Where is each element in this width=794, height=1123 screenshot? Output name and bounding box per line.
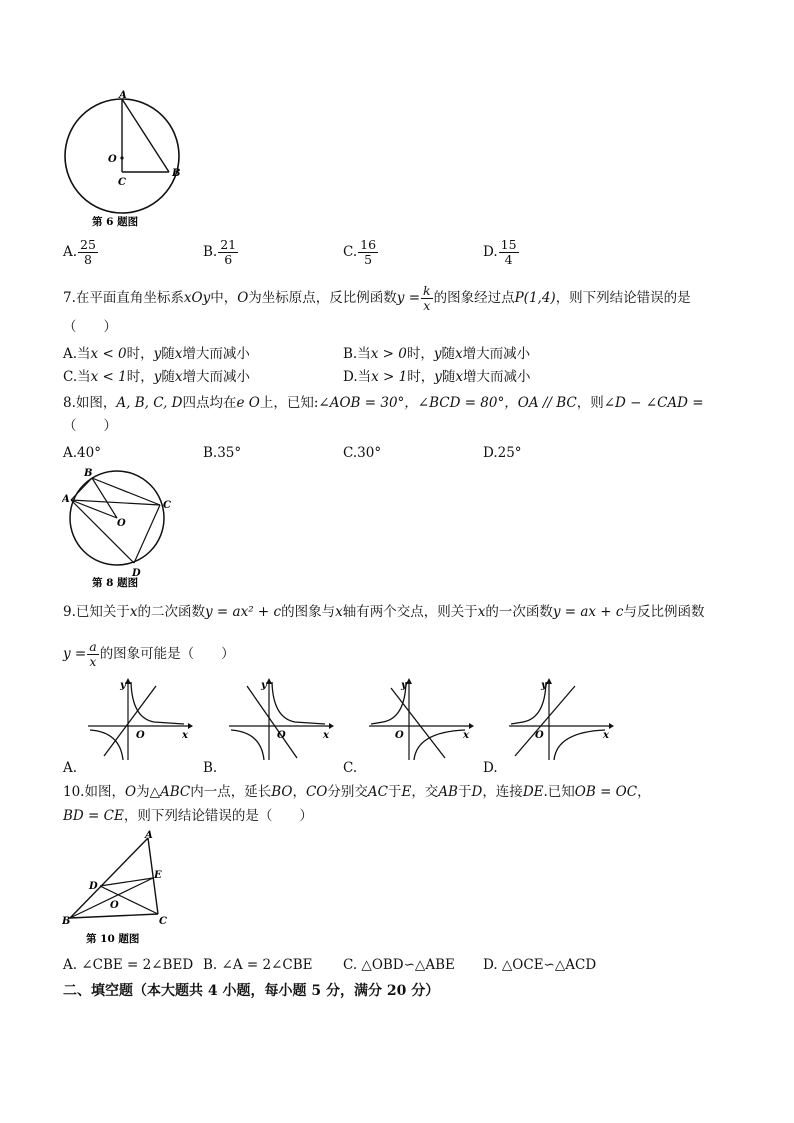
q6-fig-caption: 第 6 题图 (92, 216, 139, 228)
q9b-axis-y: y (261, 680, 267, 691)
q7-option-c: C.当x < 1时，y随x增大而减小 (63, 369, 251, 385)
q9a-axis-x: x (182, 730, 188, 741)
q10-stem: 10.如图，O为△ABC内一点，延长BO，CO分别交AC于E，交AB于D，连接DE.已知OB = OC， (63, 784, 651, 800)
q6-option-a: A. $\frac{25}{8}$ (63, 237, 96, 267)
q9c-axis-x: x (463, 730, 469, 741)
q7-option-a: A.当x < 0时，y随x增大而减小 (63, 346, 250, 362)
q9-graph-b-svg (225, 678, 335, 763)
q10-label-e: E (154, 870, 162, 881)
q9a-axis-y: y (120, 680, 126, 691)
q9-graph-c-svg (365, 678, 475, 763)
q6-label-c: C (118, 177, 126, 188)
q6-label-a: A (119, 90, 127, 101)
q8-option-b: B.35° (203, 445, 242, 461)
q9-graph-d (505, 678, 615, 763)
q10-label-o: O (110, 900, 119, 911)
q6-option-c: C. $\frac{16}{5}$ (343, 237, 377, 267)
q9-stem: 9.已知关于x的二次函数y = ax² + c的图象与x轴有两个交点，则关于x的一次函数y = ax + c与反比例函数 (63, 604, 705, 620)
q9d-origin: O (535, 730, 544, 741)
q9-option-a: A. (63, 760, 78, 776)
q10-label-a: A (145, 830, 153, 841)
q9b-origin: O (277, 730, 286, 741)
q9-graph-d-svg (505, 678, 615, 763)
q9c-origin: O (395, 730, 404, 741)
q9c-axis-y: y (401, 680, 407, 691)
q9d-axis-y: y (541, 680, 547, 691)
q9-stem-line2: y = $\frac{a}{x}$ 的图象可能是（ ） (63, 639, 235, 669)
q8-option-a: A.40° (63, 445, 101, 461)
q10-option-c: C. △OBD∽△ABE (343, 957, 455, 973)
q7-stem: 7.在平面直角坐标系xOy中，O为坐标原点，反比例函数y = $\frac{k}{x}$ 的图象经过点P(1,4)，则下列结论错误的是 (63, 283, 691, 313)
q10-option-a: A. ∠CBE = 2∠BED (63, 957, 194, 973)
q7-paren: （ ） (63, 319, 117, 335)
q9d-axis-x: x (603, 730, 609, 741)
q8-option-d: D.25° (483, 445, 522, 461)
q9-graph-c (365, 678, 475, 763)
q8-fig-caption: 第 8 题图 (92, 577, 139, 588)
q10-label-d: D (89, 881, 98, 892)
q10-label-b: B (62, 916, 71, 927)
q8-label-c: C (163, 500, 171, 511)
q8-figure (62, 468, 182, 588)
section-2-heading: 二、填空题（本大题共 4 小题，每小题 5 分，满分 20 分） (63, 983, 440, 999)
q8-label-d: D (132, 568, 141, 579)
q9-option-c: C. (343, 760, 358, 776)
q6-label-o: O (108, 154, 117, 165)
q9-graph-a-svg (84, 678, 194, 763)
q6-option-d: D. $\frac{15}{4}$ (483, 237, 517, 267)
q9b-axis-x: x (323, 730, 329, 741)
q8-stem: 8.如图，A, B, C, D四点均在e O上，已知:∠AOB = 30°，∠BCD = 80°，OA // BC，则∠D − ∠CAD = (63, 395, 704, 411)
q9-option-d: D. (483, 760, 498, 776)
q8-circle-diagram (62, 468, 182, 588)
q8-paren: （ ） (63, 418, 117, 434)
q9a-origin: O (136, 730, 145, 741)
q6-circle-diagram (62, 88, 192, 233)
q10-stem-line2: BD = CE，则下列结论错误的是（ ） (63, 808, 313, 824)
q7-option-b: B.当x > 0时，y随x增大而减小 (343, 346, 531, 362)
q10-fig-caption: 第 10 题图 (86, 933, 140, 945)
q9-option-b: B. (203, 760, 218, 776)
q10-figure (62, 830, 182, 948)
q6-label-b: B (172, 168, 181, 179)
q10-triangle-diagram (62, 830, 182, 948)
q9-graph-a (84, 678, 194, 763)
q8-label-b: B (84, 468, 93, 479)
q9-graph-b (225, 678, 335, 763)
q8-label-o: O (117, 518, 126, 529)
q6-option-b: B. $\frac{21}{6}$ (203, 237, 237, 267)
q10-option-d: D. △OCE∽△ACD (483, 957, 597, 973)
q7-option-d: D.当x > 1时，y随x增大而减小 (343, 369, 531, 385)
q10-label-c: C (159, 916, 167, 927)
q8-label-a: A (62, 494, 70, 505)
q6-figure (62, 88, 192, 233)
q8-option-c: C.30° (343, 445, 382, 461)
q10-option-b: B. ∠A = 2∠CBE (203, 957, 313, 973)
